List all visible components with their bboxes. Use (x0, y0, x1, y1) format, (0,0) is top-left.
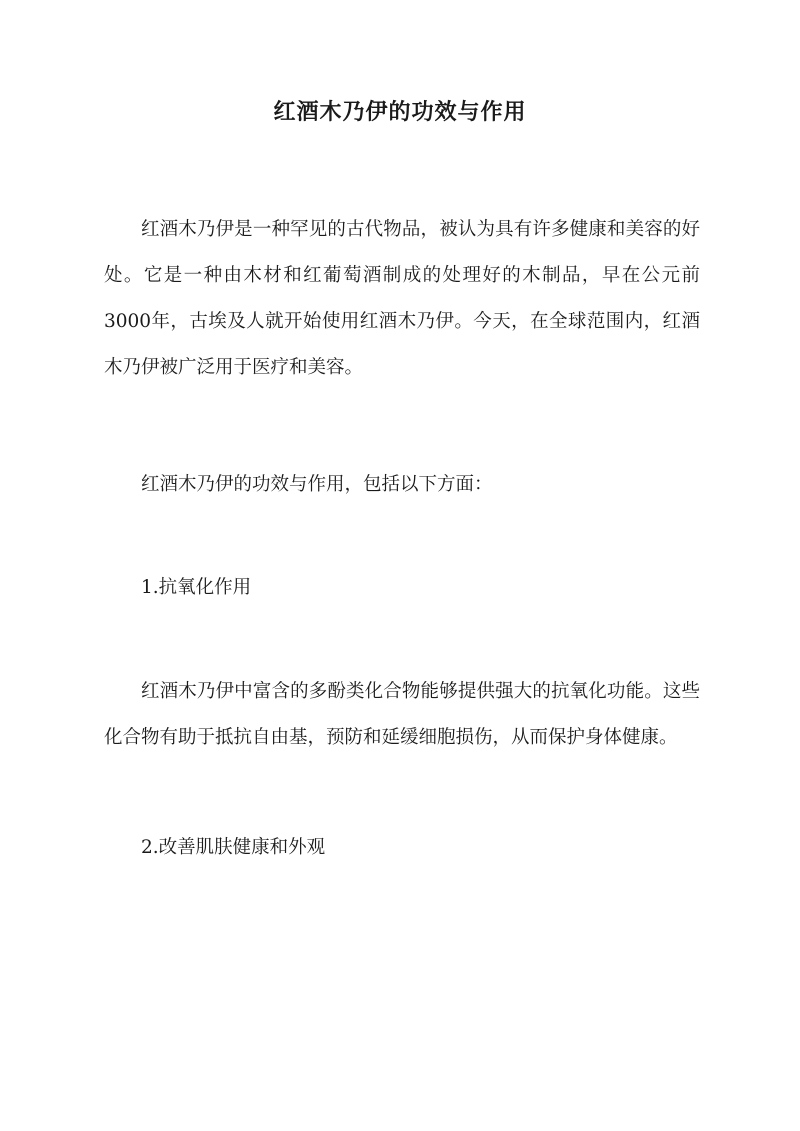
page-title: 红酒木乃伊的功效与作用 (273, 99, 527, 125)
section-heading-skin: 2.改善肌肤健康和外观 (141, 837, 326, 858)
section-body-antioxidant: 红酒木乃伊中富含的多酚类化合物能够提供强大的抗氧化功能。这些化合物有助于抵抗自由基，预防和延缓细胞损伤，从而保护身体健康。 (104, 681, 700, 748)
lead-paragraph: 红酒木乃伊的功效与作用，包括以下方面： (141, 474, 493, 495)
section-heading-antioxidant: 1.抗氧化作用 (141, 577, 252, 598)
intro-paragraph: 红酒木乃伊是一种罕见的古代物品，被认为具有许多健康和美容的好处。它是一种由木材和红葡萄酒制成的处理好的木制品，早在公元前3000年，古埃及人就开始使用红酒木乃伊。今天，在全球范围内，红酒木乃伊被广泛用于医疗和美容。 (104, 219, 700, 378)
